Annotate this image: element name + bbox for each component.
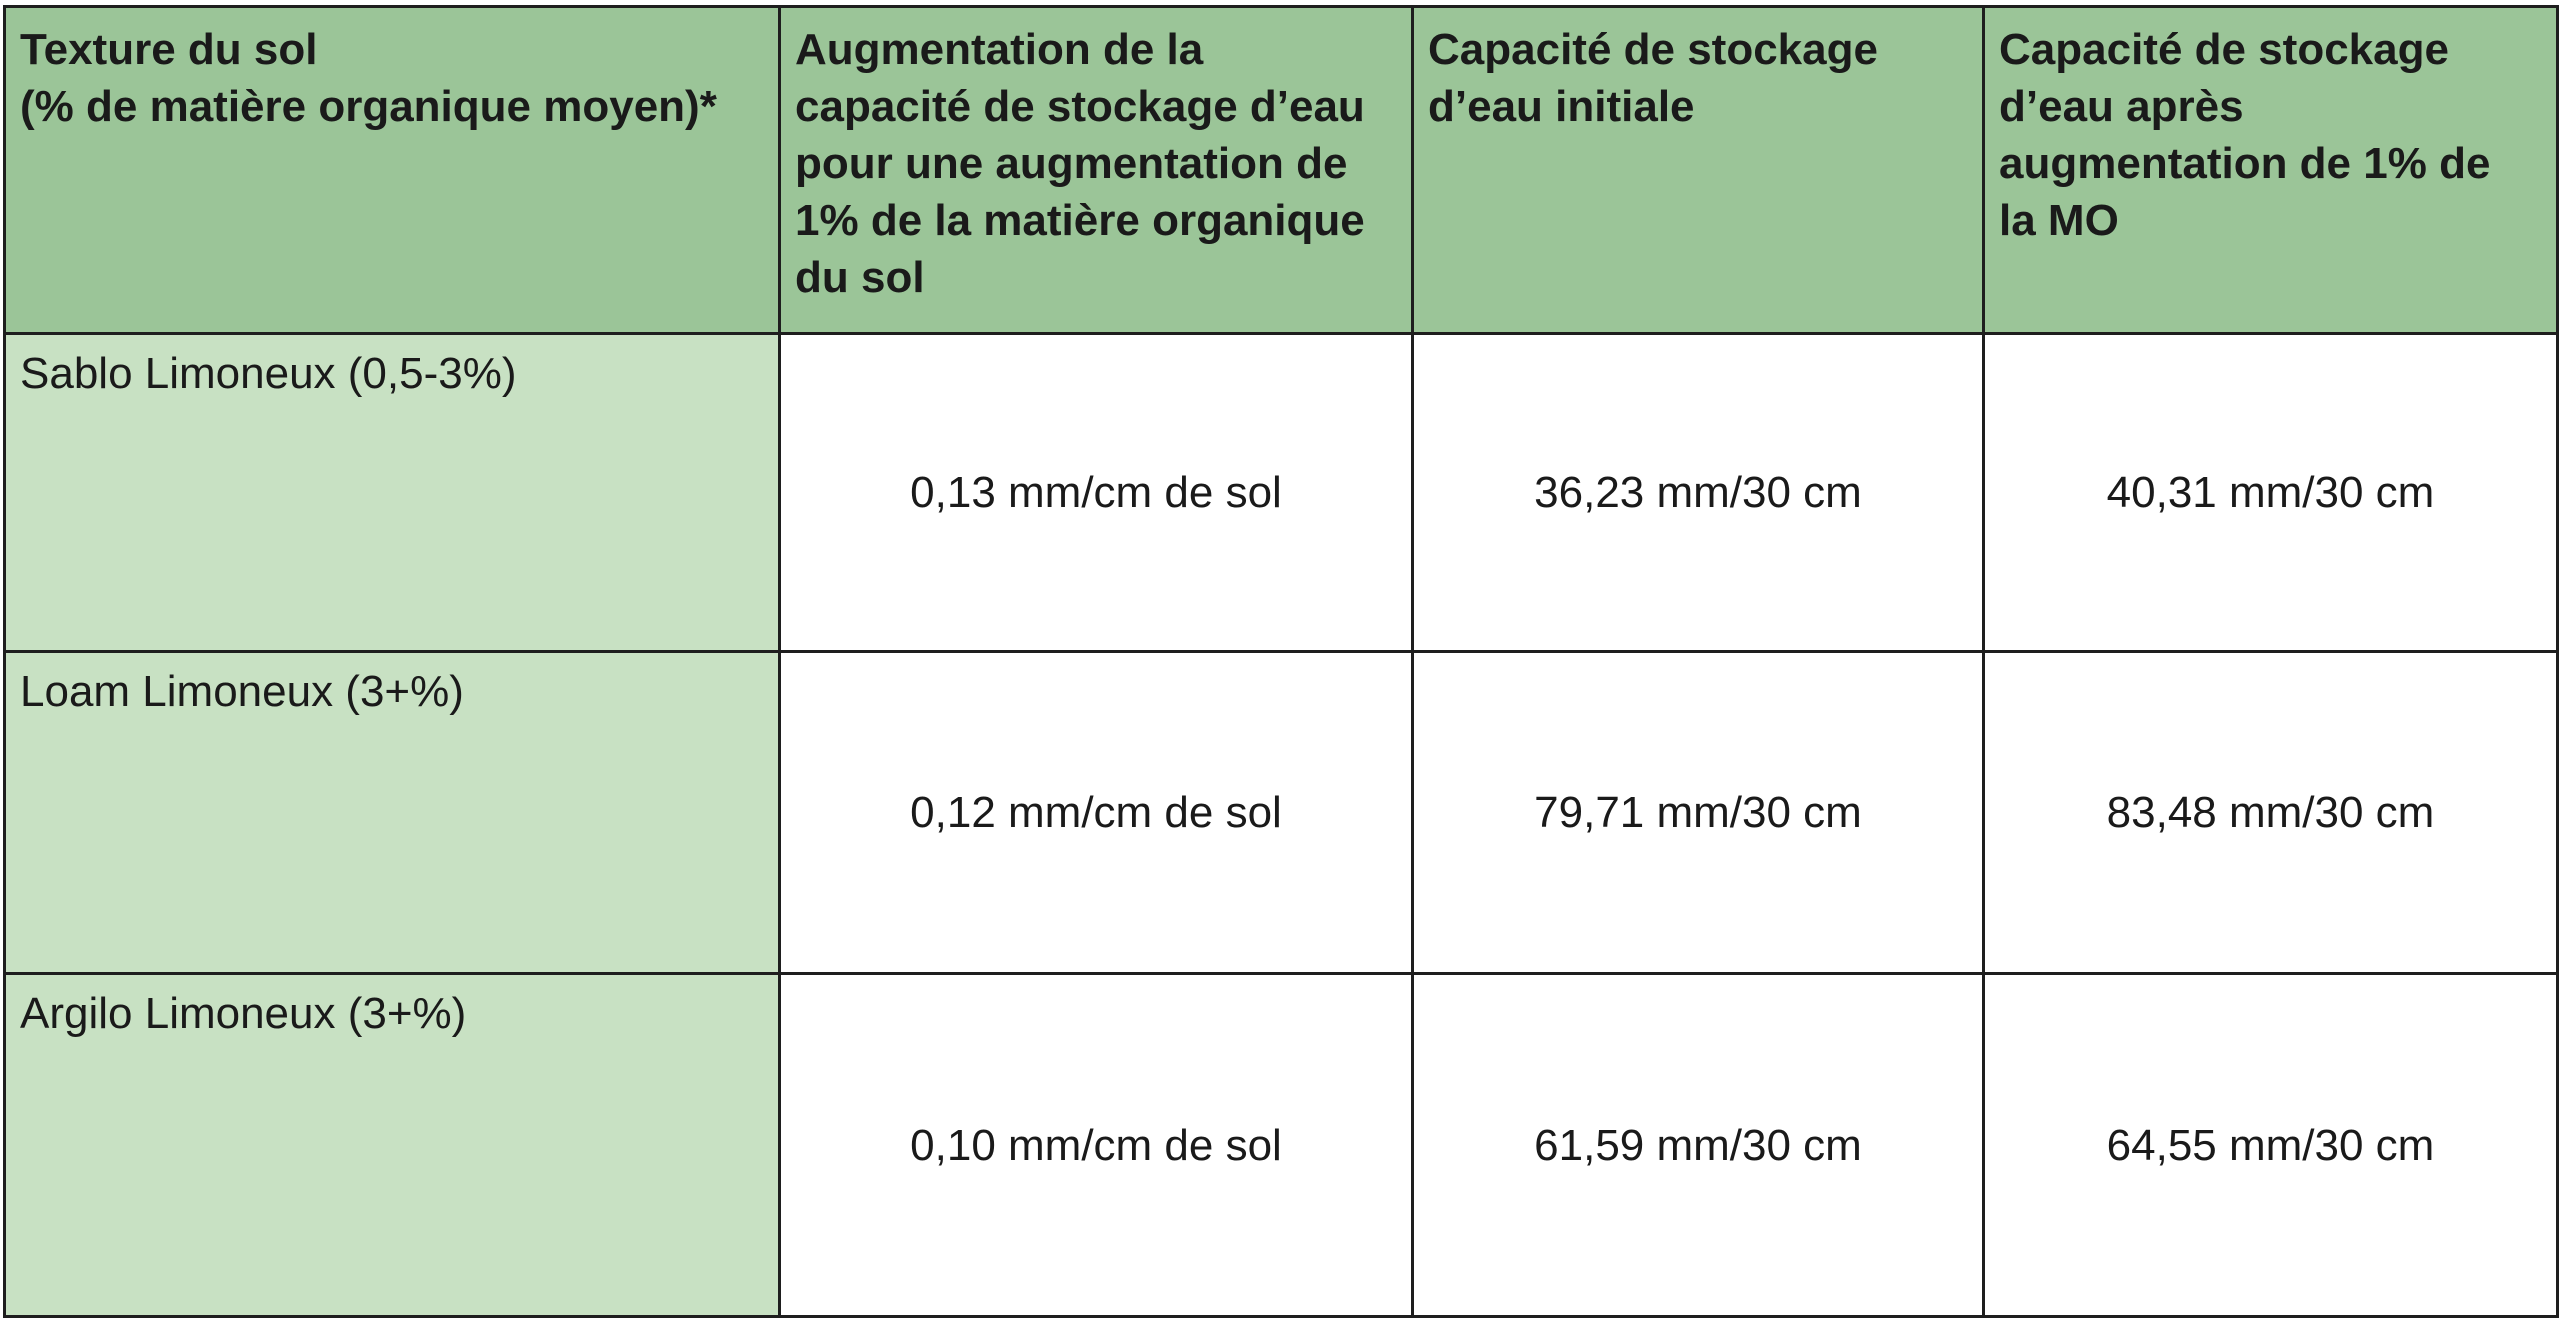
- cell-capacity-after: 40,31 mm/30 cm: [1984, 334, 2558, 652]
- header-capacity-after: [1984, 7, 2558, 334]
- cell-capacity-after: 83,48 mm/30 cm: [1984, 652, 2558, 974]
- header-capacity-after-text: Capacité de stockage d’eau après augmentation de 1% de la MO: [1999, 25, 2491, 245]
- cell-capacity-increase: 0,13 mm/cm de sol: [780, 334, 1413, 652]
- cell-capacity-after: 64,55 mm/30 cm: [1984, 974, 2558, 1317]
- header-initial-capacity-text: Capacité de stockage d’eau initiale: [1428, 25, 1878, 131]
- row-soil-texture: Argilo Limoneux (3+%): [5, 974, 780, 1317]
- cell-initial-capacity: 79,71 mm/30 cm: [1413, 652, 1984, 974]
- table-row: [5, 652, 2558, 974]
- row-soil-texture: Sablo Limoneux (0,5-3%): [5, 334, 780, 652]
- table-row: [5, 974, 2558, 1317]
- header-soil-texture-text: Texture du sol (% de matière organique moyen)*: [20, 25, 717, 131]
- soil-water-capacity-table: [3, 5, 2559, 1318]
- header-capacity-increase-text: Augmentation de la capacité de stockage d’eau pour une augmentation de 1% de la matière organique du sol: [795, 25, 1365, 302]
- table-row: [5, 334, 2558, 652]
- header-capacity-increase: [780, 7, 1413, 334]
- header-initial-capacity: [1413, 7, 1984, 334]
- cell-capacity-increase: 0,10 mm/cm de sol: [780, 974, 1413, 1317]
- cell-initial-capacity: 61,59 mm/30 cm: [1413, 974, 1984, 1317]
- cell-capacity-increase: 0,12 mm/cm de sol: [780, 652, 1413, 974]
- header-soil-texture: [5, 7, 780, 334]
- header-row: [5, 7, 2558, 334]
- row-soil-texture: Loam Limoneux (3+%): [5, 652, 780, 974]
- cell-initial-capacity: 36,23 mm/30 cm: [1413, 334, 1984, 652]
